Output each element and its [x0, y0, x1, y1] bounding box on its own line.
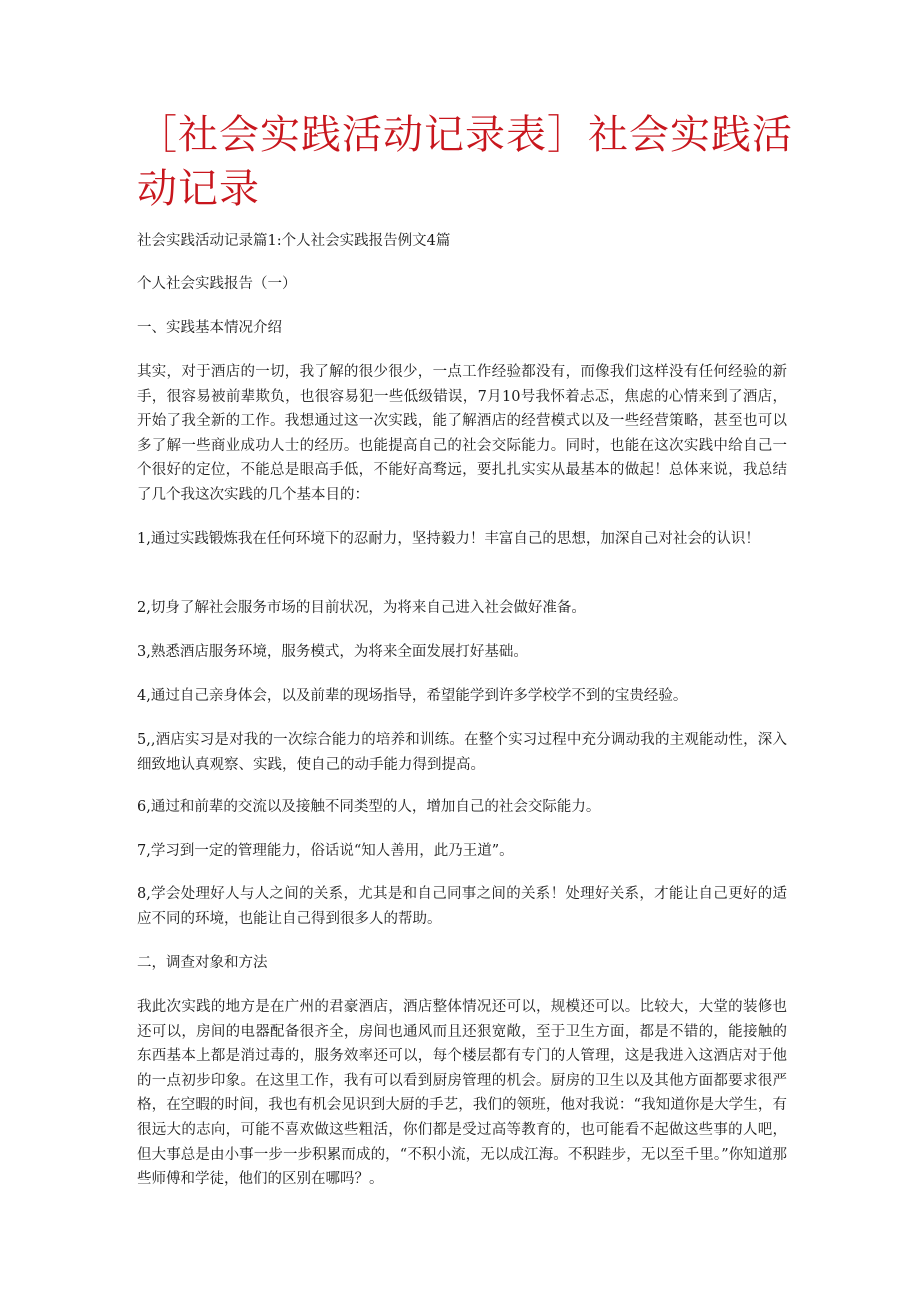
list-item: 7,学习到一定的管理能力，俗话说“知人善用，此乃王道”。 — [137, 843, 514, 859]
list-item: 8,学会处理好人与人之间的关系，尤其是和自己同事之间的关系！处理好关系，才能让自己更好的适应不同的环境，也能让自己得到很多人的帮助。 — [137, 886, 787, 927]
section-heading: 一、实践基本情况介绍 — [137, 320, 282, 336]
list-item: 6,通过和前辈的交流以及接触不同类型的人，增加自己的社会交际能力。 — [137, 799, 601, 815]
section-heading: 社会实践活动记录篇1:个人社会实践报告例文4篇 — [137, 233, 451, 249]
list-item: 3,熟悉酒店服务环境，服务模式，为将来全面发展打好基础。 — [137, 644, 528, 660]
list-item: 1,通过实践锻炼我在任何环境下的忍耐力，坚持毅力！丰富自己的思想，加深自己对社会的认识！ — [137, 531, 760, 547]
body-paragraph: 其实，对于酒店的一切，我了解的很少很少，一点工作经验都没有，而像我们这样没有任何经验的新手，很容易被前辈欺负，也很容易犯一些低级错误，7月10号我怀着忐忑，焦虑的心情来到了酒店，开始了我全新的工作。我想通过这一次实践，能了解酒店的经营模式以及一些经营策略，甚至也可以多了解一些商业成功人士的经历。也能提高自己的社会交际能力。同时，也能在这次实践中给自己一个很好的定位，不能总是眼高手低，不能好高骛远，要扎扎实实从最基本的做起！总体来说，我总结了几个我这次实践的几个基本目的： — [137, 364, 787, 503]
report-subtitle: 个人社会实践报告（一） — [137, 276, 297, 292]
list-item: 2,切身了解社会服务市场的目前状况，为将来自己进入社会做好准备。 — [137, 600, 586, 616]
list-item: 5,,酒店实习是对我的一次综合能力的培养和训练。在整个实习过程中充分调动我的主观能动性，深入细致地认真观察、实践，使自己的动手能力得到提高。 — [137, 732, 787, 773]
body-paragraph: 我此次实践的地方是在广州的君豪酒店，酒店整体情况还可以，规模还可以。比较大，大堂的装修也还可以，房间的电器配备很齐全，房间也通风而且还狠宽敞，至于卫生方面，都是不错的，能接触的东西基本上都是消过毒的，服务效率还可以，每个楼层都有专门的人管理，这是我进入这酒店对于他的一点初步印象。在这里工作，我有可以看到厨房管理的机会。厨房的卫生以及其他方面都要求很严格，在空暇的时间，我也有机会见识到大厨的手艺，我们的领班，他对我说：“我知道你是大学生，有很远大的志向，可能不喜欢做这些粗活，你们都是受过高等教育的，也可能看不起做这些事的人吧，但大事总是由小事一步一步积累而成的，“不积小流，无以成江海。不积跬步，无以至千里。”你知道那些师傅和学徒，他们的区别在哪吗？。 — [137, 999, 787, 1188]
document-title: ［社会实践活动记录表］社会实践活动记录 — [137, 112, 793, 212]
section-heading: 二，调查对象和方法 — [137, 955, 268, 971]
list-item: 4,通过自己亲身体会，以及前辈的现场指导，希望能学到许多学校学不到的宝贵经验。 — [137, 688, 688, 704]
